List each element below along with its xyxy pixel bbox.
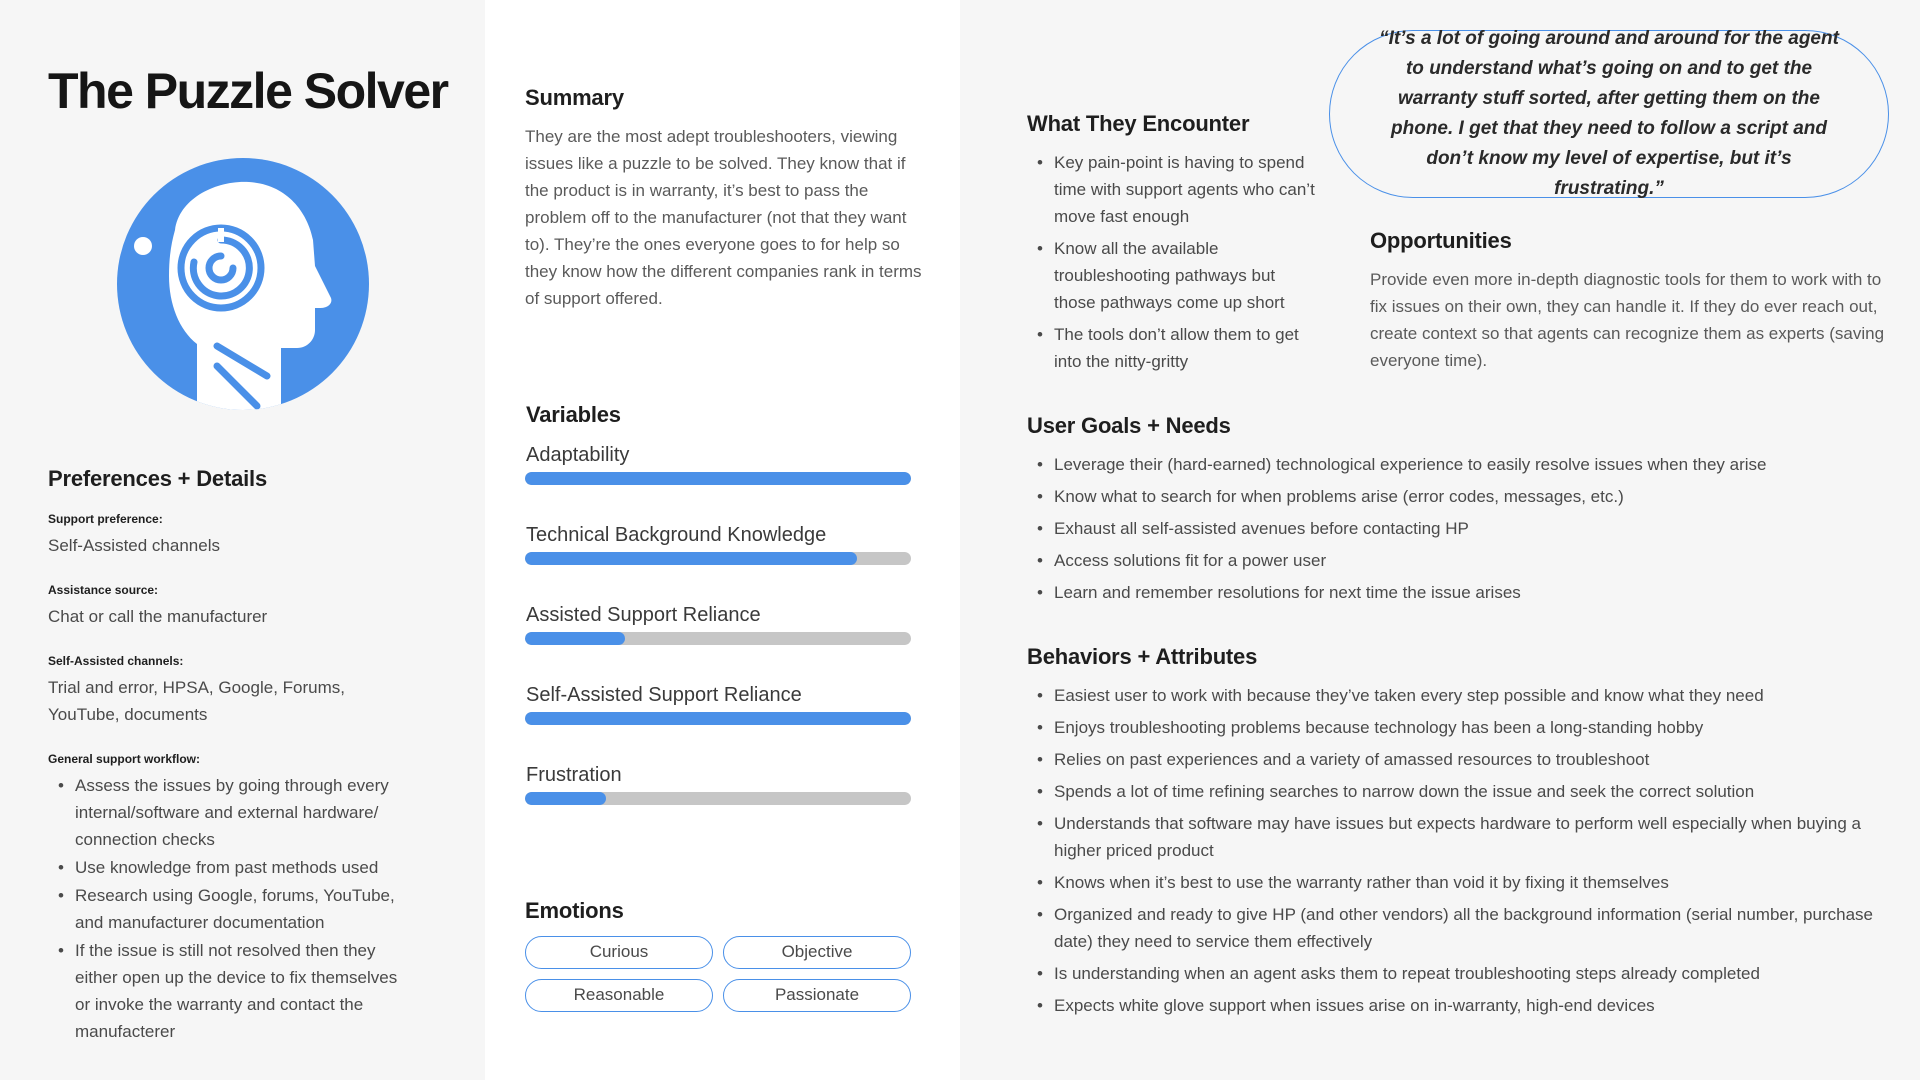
list-item: • Enjoys troubleshooting problems because technology has been a long-standing hobby <box>1027 714 1887 741</box>
variable-adaptability <box>526 440 916 520</box>
emotion-tag-objective: Objective <box>723 936 911 969</box>
goals-list <box>1027 451 1887 606</box>
list-item: • Knows when it’s best to use the warranty rather than void it by fixing it themselves <box>1027 869 1887 896</box>
variable-bar-fill <box>525 552 857 565</box>
self-assisted-channels-value: Trial and error, HPSA, Google, Forums, YouTube, documents <box>48 678 345 724</box>
opportunities-text: Provide even more in-depth diagnostic tools for them to work with to fix issues on their own, they can handle it. If they do ever reach out, create context so that agents can recognize them as experts (saving everyone time). <box>1370 270 1885 370</box>
list-item: • Know what to search for when problems arise (error codes, messages, etc.) <box>1027 483 1887 510</box>
list-item: • Research using Google, forums, YouTube, and manufacturer documentation <box>48 882 408 936</box>
list-item: • Organized and ready to give HP (and other vendors) all the background information (serial number, purchase date) they need to service them effectively <box>1027 901 1887 955</box>
variable-bar <box>525 472 911 485</box>
list-item: • Understands that software may have issues but expects hardware to perform well especially when buying a higher priced product <box>1027 810 1887 864</box>
summary-section <box>525 85 925 312</box>
opportunities-heading: Opportunities <box>1370 228 1512 253</box>
emotions-section <box>525 898 915 1012</box>
variable-bar <box>525 792 911 805</box>
preferences-heading: Preferences + Details <box>48 466 267 491</box>
variable-label: Assisted Support Reliance <box>526 604 761 626</box>
puzzle-head-icon <box>117 158 369 410</box>
variable-bar-fill <box>525 712 911 725</box>
list-item: • Expects white glove support when issues arise on in-warranty, high-end devices <box>1027 992 1887 1019</box>
list-item: • Assess the issues by going through every internal/software and external hardware/ connection checks <box>48 772 408 853</box>
self-assisted-channels-label: Self-Assisted channels: <box>48 654 184 668</box>
variable-bar-fill <box>525 632 625 645</box>
assistance-source-value: Chat or call the manufacturer <box>48 607 268 626</box>
variables-heading: Variables <box>526 402 621 427</box>
quote-bubble <box>1329 30 1889 198</box>
emotions-heading: Emotions <box>525 898 624 923</box>
summary-text: They are the most adept troubleshooters, viewing issues like a puzzle to be solved. They know that if the product is in warranty, it’s best to pass the problem off to the manufacturer (not that they want to). They’re the ones everyone goes to for help so they know how the different companies rank in terms of support offered. <box>525 127 922 308</box>
list-item: • Key pain-point is having to spend time with support agents who can’t move fast enough <box>1027 149 1317 230</box>
list-item: • Know all the available troubleshooting pathways but those pathways come up short <box>1027 235 1317 316</box>
variable-bar-fill <box>525 792 606 805</box>
variable-bar <box>525 632 911 645</box>
goals-heading: User Goals + Needs <box>1027 413 1231 438</box>
variable-self-assisted-support <box>526 680 916 760</box>
list-item: • Access solutions fit for a power user <box>1027 547 1887 574</box>
persona-title: The Puzzle Solver <box>48 63 448 119</box>
list-item: • The tools don’t allow them to get into the nitty-gritty <box>1027 321 1317 375</box>
encounter-list <box>1027 149 1317 375</box>
opportunities-section <box>1370 228 1890 374</box>
persona-quote: “It’s a lot of going around and around for the agent to understand what’s going on and to get the warranty stuff sorted, after getting them on the phone. I get that they need to follow a script and don’t know my level of expertise, but it’s frustrating.” <box>1379 28 1839 199</box>
encounter-heading: What They Encounter <box>1027 111 1250 136</box>
variable-bar-fill <box>525 472 911 485</box>
behaviors-section <box>1027 644 1887 1024</box>
emotion-tag-curious: Curious <box>525 936 713 969</box>
workflow-label: General support workflow: <box>48 752 201 766</box>
variable-technical-background <box>526 520 916 600</box>
support-preference-label: Support preference: <box>48 512 163 526</box>
preferences-section <box>48 466 448 1046</box>
list-item: • Leverage their (hard-earned) technological experience to easily resolve issues when they arise <box>1027 451 1887 478</box>
variable-label: Self-Assisted Support Reliance <box>526 684 802 706</box>
variable-label: Frustration <box>526 764 622 786</box>
variable-frustration <box>526 760 916 840</box>
variable-label: Technical Background Knowledge <box>526 524 827 546</box>
list-item: • Relies on past experiences and a variety of amassed resources to troubleshoot <box>1027 746 1887 773</box>
workflow-list <box>48 772 408 1045</box>
variable-bar <box>525 712 911 725</box>
emotion-tag-passionate: Passionate <box>723 979 911 1012</box>
variable-bar <box>525 552 911 565</box>
goals-section <box>1027 413 1887 611</box>
summary-heading: Summary <box>525 85 624 110</box>
variables-section <box>526 402 916 840</box>
assistance-source-label: Assistance source: <box>48 583 159 597</box>
list-item: • Is understanding when an agent asks them to repeat troubleshooting steps already completed <box>1027 960 1887 987</box>
emotion-tag-reasonable: Reasonable <box>525 979 713 1012</box>
variable-assisted-support <box>526 600 916 680</box>
list-item: • If the issue is still not resolved then they either open up the device to fix themselves or invoke the warranty and contact the manufacterer <box>48 937 408 1045</box>
list-item: • Easiest user to work with because they’ve taken every step possible and know what they need <box>1027 682 1887 709</box>
support-preference-value: Self-Assisted channels <box>48 536 220 555</box>
list-item: • Exhaust all self-assisted avenues before contacting HP <box>1027 515 1887 542</box>
behaviors-list <box>1027 682 1887 1019</box>
emotion-tags <box>525 936 915 1012</box>
list-item: • Learn and remember resolutions for next time the issue arises <box>1027 579 1887 606</box>
variable-label: Adaptability <box>526 444 630 466</box>
list-item: • Spends a lot of time refining searches to narrow down the issue and seek the correct solution <box>1027 778 1887 805</box>
encounter-section <box>1027 111 1317 380</box>
list-item: • Use knowledge from past methods used <box>48 854 408 881</box>
behaviors-heading: Behaviors + Attributes <box>1027 644 1258 669</box>
